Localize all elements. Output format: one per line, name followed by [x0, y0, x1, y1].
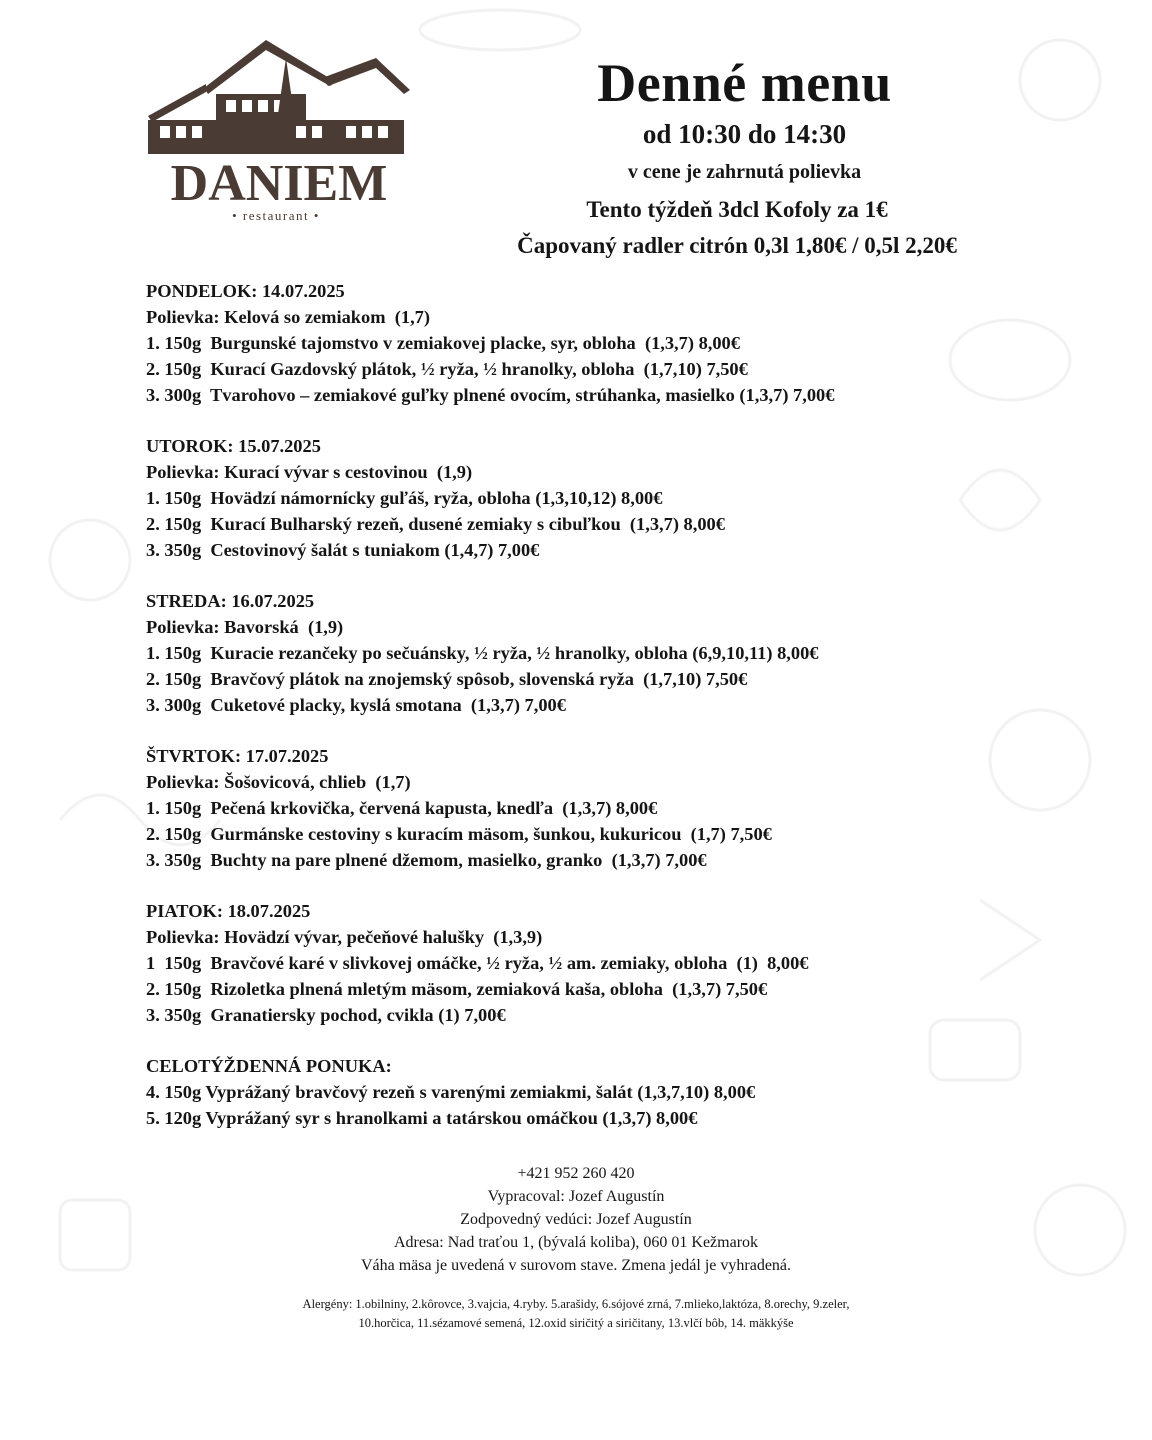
- address: Adresa: Nad traťou 1, (bývalá koliba), 060 01 Kežmarok: [393, 1234, 759, 1251]
- footer: [0, 1162, 1152, 1333]
- day-soup: Polievka: Kurací vývar s cestovinou (1,9): [146, 462, 473, 482]
- phone-number: +421 952 260 420: [517, 1165, 635, 1182]
- day-wednesday: [146, 588, 1036, 718]
- day-thursday: [146, 743, 1036, 873]
- day-heading: UTOROK: 15.07.2025: [146, 436, 321, 456]
- weekly-menu: [146, 278, 1036, 1156]
- page-title: Denné menu: [597, 53, 892, 113]
- promo-kofola: Tento týždeň 3dcl Kofoly za 1€: [586, 197, 888, 222]
- day-friday: [146, 898, 1036, 1028]
- menu-item: 1. 150g Pečená krkovička, červená kapusta, knedľa (1,3,7) 8,00€: [146, 798, 658, 818]
- day-heading: STREDA: 16.07.2025: [146, 591, 315, 611]
- allergen-line: 10.horčica, 11.sézamové semená, 12.oxid siričitý a siričitany, 13.vlčí bôb, 14. mäkkýše: [358, 1316, 794, 1330]
- logo-tagline: • restaurant •: [232, 208, 320, 223]
- menu-item: 2. 150g Kurací Gazdovský plátok, ½ ryža, ½ hranolky, obloha (1,7,10) 7,50€: [146, 359, 748, 379]
- day-soup: Polievka: Bavorská (1,9): [146, 617, 344, 637]
- day-tuesday: [146, 433, 1036, 563]
- menu-item: 3. 350g Buchty na pare plnené džemom, masielko, granko (1,3,7) 7,00€: [146, 850, 707, 870]
- menu-item: 3. 350g Granatiersky pochod, cvikla (1) 7,00€: [146, 1005, 506, 1025]
- day-heading: ŠTVRTOK: 17.07.2025: [146, 746, 329, 766]
- menu-item: 3. 300g Tvarohovo – zemiakové guľky plnené ovocím, strúhanka, masielko (1,3,7) 7,00€: [146, 385, 835, 405]
- menu-item: 3. 300g Cuketové placky, kyslá smotana (1,3,7) 7,00€: [146, 695, 566, 715]
- menu-item: 2. 150g Rizoletka plnená mletým mäsom, zemiaková kaša, obloha (1,3,7) 7,50€: [146, 979, 768, 999]
- day-heading: PIATOK: 18.07.2025: [146, 901, 311, 921]
- day-heading: PONDELOK: 14.07.2025: [146, 281, 345, 301]
- menu-item: 2. 150g Kurací Bulharský rezeň, dusené zemiaky s cibuľkou (1,3,7) 8,00€: [146, 514, 725, 534]
- weight-note: Váha mäsa je uvedená v surovom stave. Zmena jedál je vyhradená.: [360, 1257, 792, 1274]
- menu-item: 1. 150g Hovädzí námornícky guľáš, ryža, obloha (1,3,10,12) 8,00€: [146, 488, 663, 508]
- menu-item: 1. 150g Kuracie rezančeky po sečuánsky, ½ ryža, ½ hranolky, obloha (6,9,10,11) 8,00€: [146, 643, 819, 663]
- day-monday: [146, 278, 1036, 408]
- day-soup: Polievka: Kelová so zemiakom (1,7): [146, 307, 430, 327]
- soup-included-note: v cene je zahrnutá polievka: [627, 161, 862, 183]
- menu-item: 2. 150g Gurmánske cestoviny s kuracím mäsom, šunkou, kukuricou (1,7) 7,50€: [146, 824, 772, 844]
- allergen-line: Alergény: 1.obilniny, 2.kôrovce, 3.vajcia, 4.ryby. 5.arašidy, 6.sójové zrná, 7.mlieko,laktóza, 8.orechy, 9.zeler,: [302, 1297, 850, 1311]
- menu-item: 1 150g Bravčové karé v slivkovej omáčke, ½ ryža, ½ am. zemiaky, obloha (1) 8,00€: [146, 953, 809, 973]
- allergen-list: [0, 1295, 1152, 1333]
- promo-radler: Čapovaný radler citrón 0,3l 1,80€ / 0,5l 2,20€: [517, 233, 957, 258]
- menu-item: 3. 350g Cestovinový šalát s tuniakom (1,4,7) 7,00€: [146, 540, 540, 560]
- day-soup: Polievka: Šošovicová, chlieb (1,7): [146, 772, 411, 792]
- weekly-offer-heading: CELOTÝŽDENNÁ PONUKA:: [146, 1056, 392, 1076]
- menu-item: 4. 150g Vyprážaný bravčový rezeň s varenými zemiakmi, šalát (1,3,7,10) 8,00€: [146, 1082, 756, 1102]
- day-soup: Polievka: Hovädzí vývar, pečeňové halušky (1,3,9): [146, 927, 543, 947]
- serving-hours: od 10:30 do 14:30: [642, 119, 847, 149]
- logo-wordmark: DANIEM: [170, 155, 388, 212]
- restaurant-logo: [146, 38, 412, 224]
- menu-item: 5. 120g Vyprážaný syr s hranolkami a tatárskou omáčkou (1,3,7) 8,00€: [146, 1108, 698, 1128]
- prepared-by: Vypracoval: Jozef Augustín: [487, 1188, 665, 1205]
- weekly-offer: [146, 1053, 1036, 1131]
- menu-item: 2. 150g Bravčový plátok na znojemský spôsob, slovenská ryža (1,7,10) 7,50€: [146, 669, 748, 689]
- responsible-manager: Zodpovedný vedúci: Jozef Augustín: [460, 1211, 692, 1228]
- menu-item: 1. 150g Burgunské tajomstvo v zemiakovej placke, syr, obloha (1,3,7) 8,00€: [146, 333, 740, 353]
- lodge-building-icon: [146, 38, 412, 224]
- menu-header: [462, 50, 1012, 264]
